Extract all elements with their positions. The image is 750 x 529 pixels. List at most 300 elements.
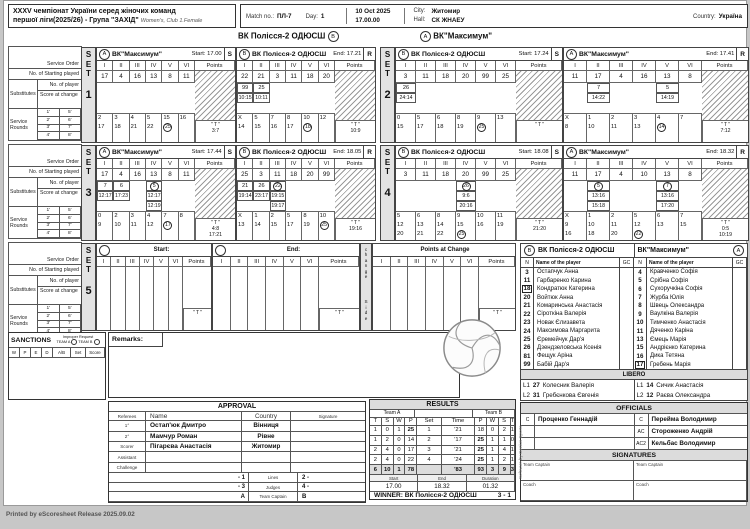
officials-title: OFFICIALS [521,403,747,414]
timeout-score: 21:20 [533,226,546,232]
substitution-score-2 [179,201,195,211]
divider [346,8,347,24]
set5-start-section [96,243,212,331]
set-half-header [396,48,562,61]
player-number: 6 [634,285,647,294]
change-side-column [360,243,372,331]
label-no-of-starting: No. of Starting played [8,264,82,276]
referee-signature [291,452,365,461]
starting-player-number: 16 [633,71,656,83]
points-column-header: Points [516,159,562,169]
substitution-score-2 [253,103,269,113]
position-column-header: II [416,159,436,169]
position-column-header: I [97,61,113,71]
service-rounds-cell: 7 17 [162,211,178,241]
timeout-box [516,218,562,240]
service-round-cell: 8' [60,230,82,238]
set-duration-cell: '83 [442,465,475,474]
player-number: 26 [521,344,534,352]
starting-player-number: 8 [162,169,178,181]
substitution-score-2 [97,201,113,211]
team-name: ВК"Максимум" [579,50,629,58]
roster-row [521,285,747,294]
set-duration-cell: '21 [442,446,475,455]
substitution-score-2 [97,103,113,113]
set5-start-section-header [97,244,211,257]
serve-receive-flag: R [363,48,375,60]
starting-player-number: 99 [476,169,496,181]
substitution-score-2 [476,103,496,113]
team-b-name: ВК Полісся-2 ОДЮСШ [238,31,326,41]
substitution-score-2 [610,103,633,113]
label-substitutes-block [8,79,82,109]
substitution-score-2 [679,201,702,211]
service-rounds-cell: 8 19 [302,211,318,241]
team-captain-signature-label: Team Captain [523,462,551,467]
label-service-rounds-block [8,206,82,239]
position-column-header: II [587,61,610,71]
substitute-player-final: 22 [274,182,281,189]
team-mark: A [99,147,110,158]
position-column-header: I [237,159,253,169]
player-number: 16 [634,352,647,360]
player-gc [733,327,747,335]
match-no: ПЛ-7 [277,12,292,20]
position-column-header: I [396,159,416,169]
substitute-player [130,83,146,93]
substitution-score-2 [416,103,436,113]
libero-slot: L1 [523,381,530,389]
substitution-score-2 [496,201,516,211]
substitute-player [302,83,318,93]
team-b-mark: B [524,245,535,256]
team-mark-empty [99,245,110,256]
substitution-score-2 [302,103,318,113]
substitution-score: 14:22 [587,93,610,103]
position-column-header: V [476,159,496,169]
points-column-hatch [335,71,375,120]
substitution-score [396,191,416,201]
substitute-player [564,83,587,93]
substitution-score-2 [286,201,302,211]
substitution-score: 13:16 [587,191,610,201]
position-column-header: II [587,159,610,169]
result-cell: 2 [370,455,382,464]
judge-right: 2 - [302,474,310,481]
substitution-score-2 [270,103,286,113]
starting-player-number: 8 [679,169,702,181]
referee-name: Пігарєва Анастасія [146,442,242,451]
position-column-header: II [391,257,409,267]
timeout-label: " T " [210,122,221,128]
substitute-player: 26 [396,83,416,93]
position-column-header: III [248,257,266,267]
player-number: 15 [634,344,647,352]
substitution-score [496,191,516,201]
points-column-header: Points [319,257,359,267]
service-rounds-cell: 4 21 [130,113,146,143]
winner-name: WINNER: ВК Полісся-2 ОДЮСШ [374,491,477,499]
col-header-signature: Signature [318,413,338,419]
referee-role: 1° [109,421,146,430]
position-column-header: III [130,159,146,169]
points-column-header: Points [479,257,515,267]
player-number: 21 [521,302,534,310]
substitute-player [179,181,195,191]
result-cell: 3 [487,465,499,474]
service-score-final: 22 [635,231,642,237]
libero-slot: L2 [636,391,644,399]
team-a-name: ВК"Максимум" [433,31,493,41]
col-header-name: Name of the player [647,258,733,267]
sanctions-body [9,358,105,399]
substitution-score [162,93,178,103]
label-service-order: Service Order [8,242,82,265]
city-value: Житомир [431,8,461,15]
position-column-header: III [126,257,140,267]
improper-request [51,335,105,346]
result-cell: 0 [394,455,406,464]
result-cell: 78 [405,465,417,474]
team-mark: A [99,49,110,60]
label-substitutes: Substitutes [9,178,38,206]
officials-row [521,414,747,426]
duration-label: Duration [467,475,515,481]
judge-left: - 1 [109,473,249,482]
country-label: Country: [693,13,716,20]
substitution-score-2 [656,103,679,113]
match-duration: 01.32 [467,482,515,491]
libero-number: 27 [532,381,540,389]
timeout-label: " T " [492,310,503,316]
team-a-mark: A [420,31,431,42]
position-column-header: IV [633,61,656,71]
position-column-header: IV [286,61,302,71]
set5-end-section-header [213,244,359,257]
start-end-time: Start: 17.24 [518,51,549,57]
empty-cell [97,267,111,331]
team-captain-signature-label: Team Captain [636,462,664,467]
referee-role: Assistant [109,452,146,461]
divider [404,8,405,24]
empty-cell [126,267,140,331]
player-number: 5 [634,276,647,284]
substitute-player [179,83,195,93]
signature-cell [634,481,747,501]
substitute-player-final: 26 [463,182,469,189]
substitution-score [162,191,178,201]
set-half [236,145,376,241]
roster-team-b-name: ВК Полісся-2 ОДЮСШ [538,247,615,254]
result-cell: 14 [405,436,417,445]
substitution-score-2 [587,103,610,113]
service-rounds-cell: 6 13 [656,211,679,241]
team-name: ВК Полісся-2 ОДЮСШ [252,148,327,156]
result-cell: 1 [394,465,406,474]
service-rounds-cell: 2 11 20 [610,211,633,241]
position-column-header: III [270,159,286,169]
starting-player-number: 11 [179,71,195,83]
winner-score: 3 - 1 [497,491,511,499]
serve-receive-flag: R [736,146,748,158]
substitution-score-2 [130,103,146,113]
substitute-player: 21 [237,181,253,191]
player-name: Фещук Аріна [534,352,620,360]
change-side-letter: n [364,263,368,269]
timeout-label: " T " [350,220,361,226]
starting-player-number: 3 [253,169,269,181]
roster-row [521,293,747,301]
timeout-score: 4:8 [211,226,220,232]
official-name-a: Кельбас Володимир [651,440,716,447]
referee-country: Вінниця [242,421,291,430]
substitution-score-2 [237,201,253,211]
substitute-player: 26 [253,181,269,191]
substitution-score-2 [146,103,162,113]
timeout-box [702,218,748,240]
position-column-header: IV [140,257,154,267]
substitution-score-2 [396,201,416,211]
starting-player-number: 18 [286,169,302,181]
substitute-player [286,83,302,93]
start-end-time: End: 18.32 [706,149,735,155]
judge-label: Judges [249,483,298,492]
service-rounds-cell: 5 17 [286,211,302,241]
position-column-header: II [253,159,269,169]
service-rounds-cell: 2 10 [113,211,129,241]
result-cell: 1 [510,427,514,434]
sanction-col-header: Score [86,348,105,357]
change-side-letter: a [364,257,368,263]
results-table [369,399,516,500]
sanction-col-header: P [20,348,31,357]
empty-cell [284,267,302,331]
libero-cell [521,390,635,400]
result-cell: 9 [499,465,511,474]
serve-receive-flag: R [736,48,748,60]
service-rounds-cell: 6 13 21 [416,211,436,241]
label-no-of-starting: No. of Starting played [8,166,82,178]
substitution-score: 10:11 [255,95,268,101]
timeout-label: " T " [334,310,345,316]
label-service-order: Service Order [8,46,82,69]
service-score-final: 25 [458,231,465,237]
substitution-score-2 [162,103,178,113]
competition-title [8,4,236,28]
starting-player-number: 22 [237,71,253,83]
row-labels [8,47,82,143]
roster-row [521,335,747,343]
starting-player-number: 11 [416,169,436,181]
official-name-b: Проценко Геннадій [535,414,635,425]
serve-receive-flag: R [363,146,375,158]
referee-country [242,463,291,472]
player-name: Кондратюк Катерина [534,285,620,294]
serve-receive-flag: S [551,48,562,60]
col-header-number: N [521,258,534,267]
service-rounds-cell: X 13 [237,211,253,241]
starting-player-number: 18 [436,169,456,181]
start-label: Start [370,475,418,481]
starting-player-number: 17 [587,71,610,83]
starting-player-number: 13 [146,71,162,83]
substitution-score-2 [179,103,195,113]
starting-player-number: 8 [162,71,178,83]
sanction-team-a-label: TEAM A [56,340,72,345]
official-name-b [535,426,635,437]
service-round-cell: 6' [60,117,82,125]
service-round-cell: 4' [38,132,60,140]
timeout-box [335,120,375,142]
substitute-player [476,83,496,93]
service-rounds-cell: 3 13 [633,113,656,143]
substitute-player [496,181,516,191]
result-cell: 0 [394,446,406,455]
change-side-letter: e [364,274,368,280]
col-header-number: N [634,258,647,267]
starting-player-number: 20 [302,169,318,181]
player-gc [620,285,634,294]
libero-number: 12 [646,391,654,399]
substitution-score [130,93,146,103]
set-duration-cell: '24 [442,455,475,464]
set-letter: T [385,69,390,78]
label-service-rounds: Service Rounds [9,305,38,336]
position-column-header: II [253,61,269,71]
substitute-player [436,83,456,93]
starting-player-number: 17 [587,169,610,181]
starting-player-number: 11 [270,169,286,181]
roster-row [521,319,747,327]
substitution-score: 13:16 [656,191,679,201]
officials-row [521,438,747,450]
set-half-header [237,48,375,61]
result-cell: 0 [382,426,394,435]
roster-row [521,302,747,310]
team-name: ВК Полісся-2 ОДЮСШ [252,50,327,58]
official-role-a: AC [635,426,649,437]
player-name: Сухоручкіна Софія [647,285,733,294]
player-name: Тимченко Анастасія [647,319,733,327]
approval-row [109,421,365,431]
libero-number: 31 [532,391,540,399]
player-gc [733,268,747,276]
points-column-header: Points [335,159,375,169]
substitution-score-2 [476,201,496,211]
player-name: Срібна Софія [647,276,733,284]
approval-title: APPROVAL [109,402,365,412]
start-end-time: End: 17.21 [333,51,362,57]
team-a-mark: A [733,245,744,256]
player-name: Кравченко Софія [647,268,733,276]
service-round-cell: 7' [60,321,82,329]
position-column-header: V [656,61,679,71]
libero-slot: L1 [636,381,644,389]
service-rounds-cell: 1 14 [253,211,269,241]
substitution-score: 9:6 [456,191,476,201]
position-column-header: I [396,61,416,71]
service-rounds-cell: 7 [679,113,702,143]
referee-country: Житомир [242,442,291,451]
substitute-player [319,83,335,93]
official-name-a: Перейма Володимир [651,416,717,423]
position-column-header: VI [496,159,516,169]
timeout-label: " T " [192,310,203,316]
substitution-score-2 [610,201,633,211]
timeout-label: " T " [210,220,221,226]
team-b-circle [94,339,100,345]
referee-name: Мамчур Роман [146,432,242,441]
starting-player-number: 10 [633,169,656,181]
label-service-rounds-block [8,108,82,141]
player-number: 24 [521,327,534,335]
substitution-score [564,93,587,103]
player-gc [620,361,634,370]
result-cell: 25 [475,446,487,455]
player-name: Ємець Марія [647,335,733,343]
substitute-player [416,181,436,191]
player-number: 4 [634,268,647,276]
set-duration-cell: '17 [442,436,475,445]
position-column-header: III [610,159,633,169]
substitution-score: 12:17 [98,193,112,199]
set-letter: T [86,167,91,176]
roster-row [521,276,747,284]
result-cell: 2 [370,446,382,455]
service-rounds-cell: X 14 [237,113,253,143]
player-number: 81 [521,352,534,360]
service-round-cell: 3' [38,223,60,231]
player-number: 11 [521,276,534,284]
set-half [96,47,236,143]
position-column-header: IV [146,159,162,169]
result-cell: P [405,418,417,425]
set-half [563,47,749,143]
set-letter: E [85,255,92,265]
substitute-player [162,83,178,93]
match-time: 17.00.00 [355,17,380,24]
libero-cell [635,390,748,400]
label-no-of-player: No. of player [38,178,81,189]
position-column-header: III [408,257,426,267]
timeout-label: " T " [720,122,731,128]
libero-number: 14 [646,381,654,389]
service-rounds-cell: 8 [179,211,195,241]
set-number-cell: 4 [417,455,442,464]
start-end-time: Start: 18.08 [518,149,549,155]
timeout-label: " T " [534,122,545,128]
set-num: 2 [384,88,391,101]
service-round-cell: 1' [38,305,60,313]
starting-player-number: 20 [319,71,335,83]
player-gc [620,293,634,301]
timeout-score: 0:5 [721,226,730,232]
position-column-header: IV [633,159,656,169]
substitution-score-2 [633,201,656,211]
improper-request-label: Improper Request [62,334,94,339]
player-gc [620,319,634,327]
service-rounds-cell: 5 22 [146,113,162,143]
team-name: ВК"Максимум" [579,148,629,156]
substitute-player [286,181,302,191]
player-number: 25 [521,335,534,343]
substitute-player [302,181,318,191]
set-half [96,145,236,241]
substitute-player [162,181,178,191]
substitution-score-2 [319,201,335,211]
substitute-player [633,181,656,191]
set-num: 3 [85,186,92,199]
